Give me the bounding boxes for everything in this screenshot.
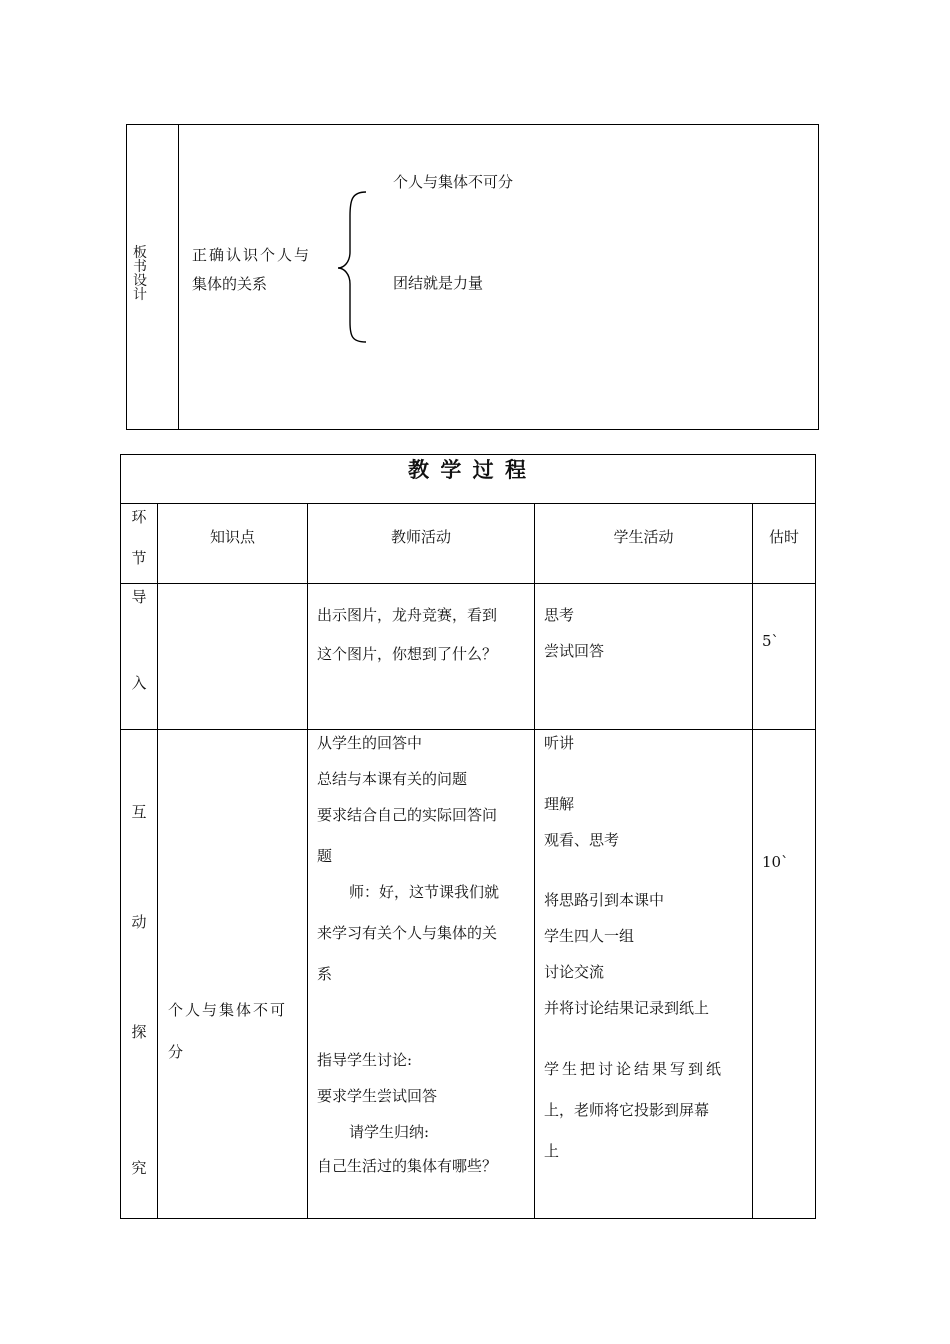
board-branch-bottom: 团结就是力量 bbox=[393, 274, 484, 292]
header-time: 估时 bbox=[768, 528, 799, 546]
row2-time: 10` bbox=[762, 853, 789, 871]
board-topic-line2: 集体的关系 bbox=[192, 275, 268, 293]
header-teacher: 教师活动 bbox=[390, 528, 451, 546]
board-topic-line1: 正确认识个人与 bbox=[192, 246, 312, 264]
board-side-label: 板 书 设 计 bbox=[133, 245, 147, 303]
curly-brace bbox=[332, 188, 372, 348]
header-student: 学生活动 bbox=[613, 528, 674, 546]
process-title: 教 学 过 程 bbox=[408, 457, 528, 482]
board-branch-top: 个人与集体不可分 bbox=[393, 173, 514, 191]
header-knowledge: 知识点 bbox=[209, 528, 255, 546]
row1-time: 5` bbox=[762, 632, 780, 650]
